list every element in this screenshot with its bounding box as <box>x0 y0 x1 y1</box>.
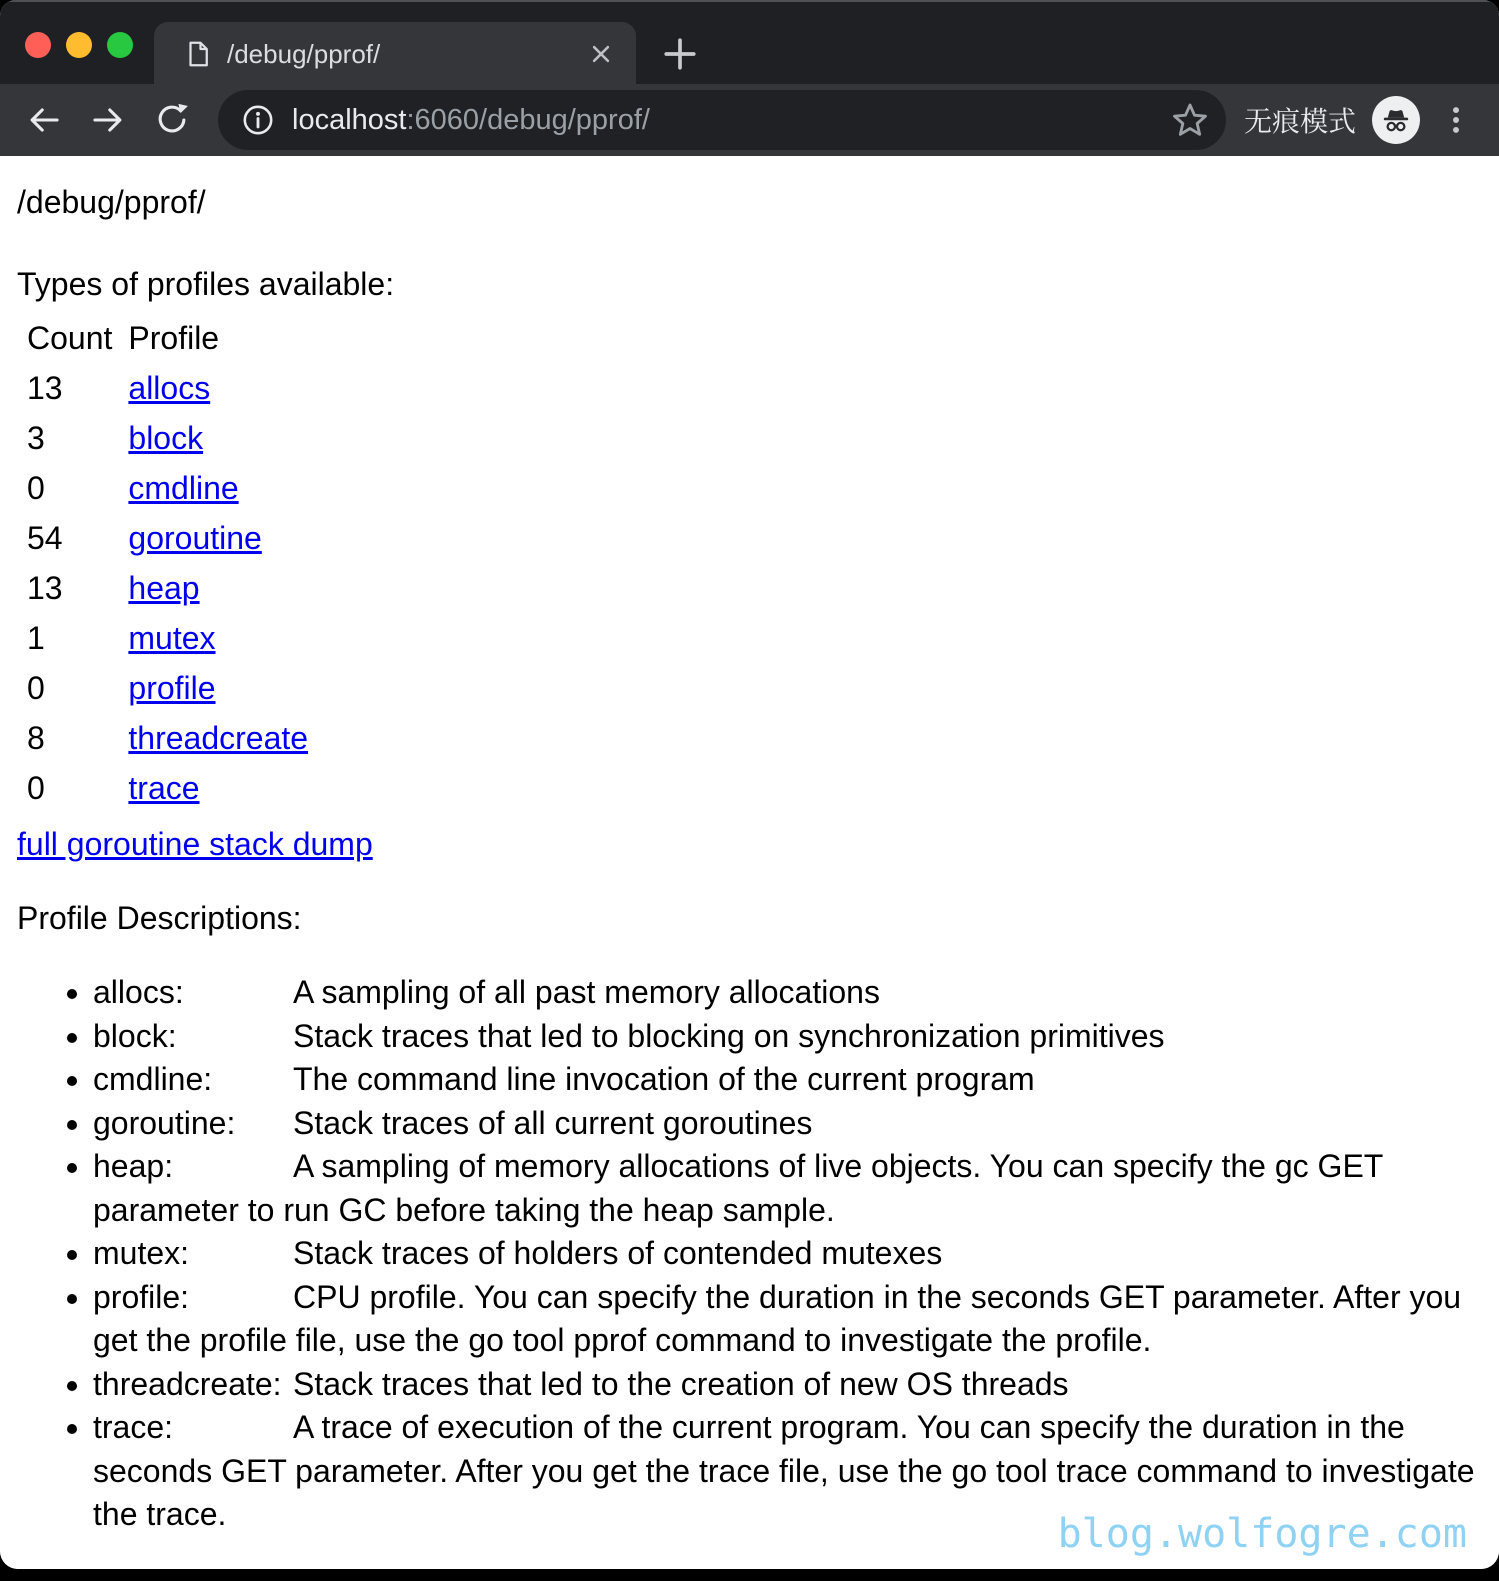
minimize-window-button[interactable] <box>66 32 92 58</box>
table-row <box>21 566 314 610</box>
profile-description: Stack traces that led to the creation of new OS threads <box>293 1365 1069 1402</box>
profile-name: trace: <box>93 1409 174 1445</box>
close-window-button[interactable] <box>25 32 51 58</box>
profile-link-profile[interactable]: profile <box>128 670 216 706</box>
reload-icon <box>153 101 191 139</box>
profile-count: 3 <box>27 420 45 456</box>
table-row <box>21 416 314 460</box>
blog-watermark: blog.wolfogre.com <box>1057 1511 1467 1557</box>
site-info-icon[interactable] <box>240 102 276 138</box>
zoom-window-button[interactable] <box>107 32 133 58</box>
profile-name: threadcreate: <box>93 1365 282 1402</box>
profile-count: 13 <box>27 370 63 406</box>
table-row <box>21 366 314 410</box>
profile-count: 0 <box>27 770 45 806</box>
types-heading: Types of profiles available: <box>17 266 395 302</box>
profile-description: A sampling of all past memory allocations <box>293 974 880 1010</box>
profile-count: 0 <box>27 470 45 506</box>
tab-close-icon[interactable] <box>586 39 616 69</box>
profile-description: The command line invocation of the current program <box>293 1061 1035 1097</box>
profile-name: heap: <box>93 1148 174 1184</box>
table-row <box>21 716 314 760</box>
page-content <box>0 156 1499 1569</box>
profile-count: 8 <box>27 720 45 756</box>
table-row <box>21 666 314 710</box>
profile-descriptions-list <box>17 971 1482 1537</box>
back-button[interactable] <box>14 90 74 150</box>
count-header: Count <box>27 320 113 356</box>
list-item <box>93 1232 1482 1276</box>
profile-name: allocs: <box>93 974 184 1010</box>
full-goroutine-stack-dump-link[interactable]: full goroutine stack dump <box>17 826 373 862</box>
profile-description: Stack traces of all current goroutines <box>293 1104 813 1141</box>
profile-name: goroutine: <box>93 1104 236 1141</box>
toolbar <box>0 84 1499 156</box>
profile-link-block[interactable]: block <box>128 420 204 456</box>
incognito-badge <box>1372 96 1420 144</box>
profile-header: Profile <box>128 320 220 356</box>
profile-description: A trace of execution of the current program. You can specify the duration in the seconds GET parameter. After you get the trace file, use the go tool trace command to investigate the trace. <box>93 1409 1475 1532</box>
list-item <box>93 1363 1482 1407</box>
window-controls <box>25 32 133 58</box>
table-row <box>21 616 314 660</box>
profile-count: 1 <box>27 620 45 656</box>
back-arrow-icon <box>25 101 63 139</box>
new-tab-button[interactable] <box>656 30 704 78</box>
profiles-table <box>17 310 318 816</box>
table-row <box>21 466 314 510</box>
forward-arrow-icon <box>89 101 127 139</box>
list-item <box>93 1058 1482 1102</box>
profile-name: mutex: <box>93 1235 190 1271</box>
profile-description: CPU profile. You can specify the duration in the seconds GET parameter. After you get the profile file, use the go tool pprof command to investigate the profile. <box>93 1278 1462 1358</box>
profile-link-threadcreate[interactable]: threadcreate <box>128 720 309 756</box>
list-item <box>93 971 1482 1015</box>
active-tab[interactable] <box>154 22 636 86</box>
tab-strip <box>0 0 1499 84</box>
profile-count: 54 <box>27 520 63 556</box>
profile-description: Stack traces that led to blocking on synchronization primitives <box>293 1017 1165 1054</box>
list-item <box>93 1102 1482 1146</box>
incognito-icon <box>1379 103 1413 137</box>
table-header-row <box>21 316 314 360</box>
list-item <box>93 1015 1482 1059</box>
list-item <box>93 1276 1482 1363</box>
profile-count: 13 <box>27 570 63 606</box>
browser-menu-button[interactable] <box>1434 98 1478 142</box>
page-title: /debug/pprof/ <box>17 184 206 220</box>
profile-link-allocs[interactable]: allocs <box>128 370 211 406</box>
url-host: localhost <box>292 103 407 136</box>
profile-link-heap[interactable]: heap <box>128 570 200 606</box>
url-text[interactable] <box>292 104 1170 137</box>
bookmark-star-icon[interactable] <box>1170 100 1210 140</box>
address-bar[interactable] <box>218 90 1226 150</box>
page-favicon-icon <box>183 39 213 69</box>
url-path: :6060/debug/pprof/ <box>406 103 650 136</box>
table-row <box>21 516 314 560</box>
reload-button[interactable] <box>142 90 202 150</box>
descriptions-heading: Profile Descriptions: <box>17 900 302 936</box>
kebab-menu-icon <box>1439 103 1473 137</box>
plus-icon <box>658 32 702 76</box>
profile-name: cmdline: <box>93 1061 213 1097</box>
profile-link-cmdline[interactable]: cmdline <box>128 470 239 506</box>
profile-name: profile: <box>93 1278 190 1315</box>
profile-link-trace[interactable]: trace <box>128 770 200 806</box>
profile-count: 0 <box>27 670 45 706</box>
profile-link-mutex[interactable]: mutex <box>128 620 216 656</box>
profile-link-goroutine[interactable]: goroutine <box>128 520 262 556</box>
list-item <box>93 1145 1482 1232</box>
profile-name: block: <box>93 1017 177 1054</box>
incognito-mode-label: 无痕模式 <box>1244 106 1357 137</box>
profile-description: A sampling of memory allocations of live objects. You can specify the gc GET parameter to run GC before taking the heap sample. <box>93 1148 1383 1228</box>
forward-button[interactable] <box>78 90 138 150</box>
tab-title: /debug/pprof/ <box>227 38 381 69</box>
table-row <box>21 766 314 810</box>
profile-description: Stack traces of holders of contended mutexes <box>293 1235 943 1271</box>
